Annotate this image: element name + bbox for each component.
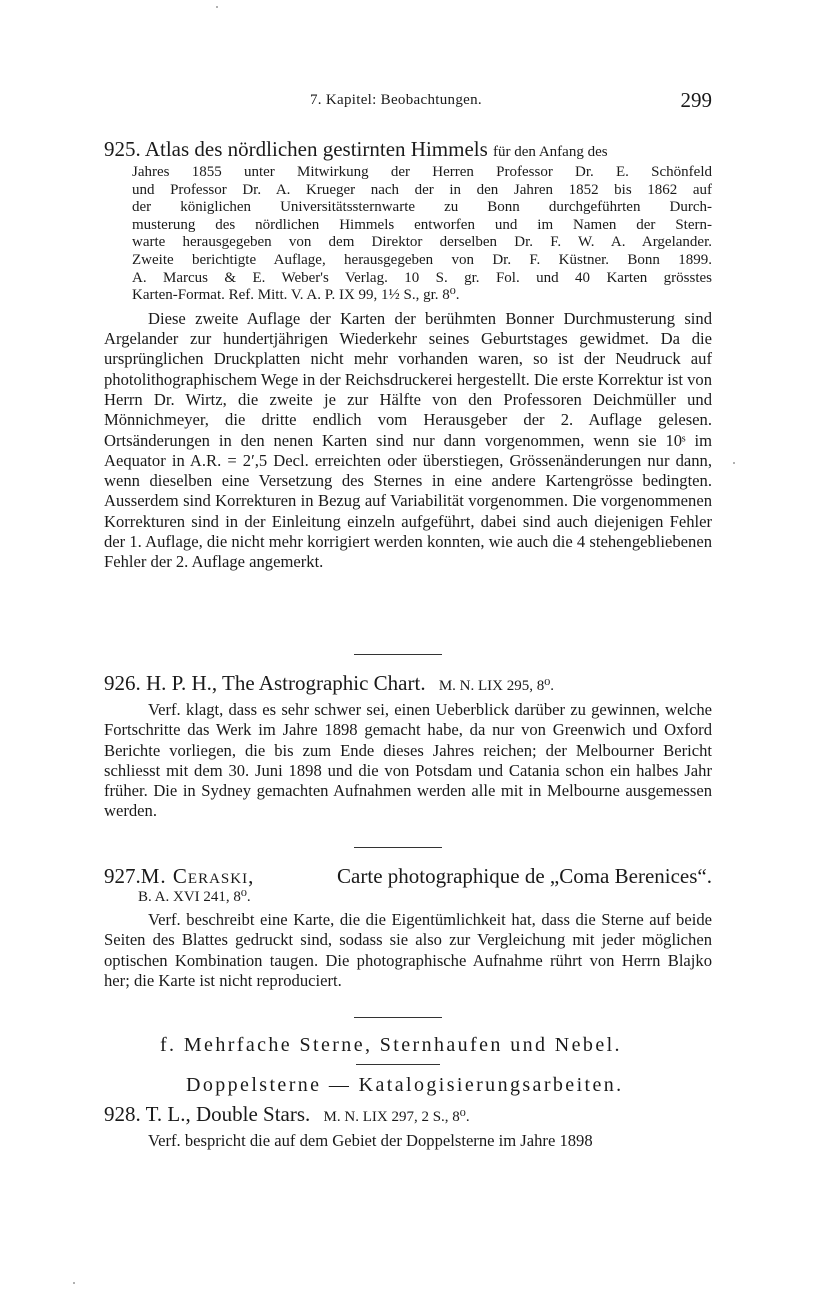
entry-author: M. Ceraski,	[140, 864, 255, 888]
subsection-heading: Doppelsterne — Katalogisierungsarbeiten.	[186, 1074, 624, 1096]
entry-928-heading	[104, 1102, 712, 1129]
entry-925	[104, 137, 712, 573]
meta-line: warte herausgegeben von dem Direktor derselben Dr. F. W. A. Argelander.	[132, 234, 712, 251]
meta-line: Zweite berichtigte Auflage, herausgegeben von Dr. F. Küstner. Bonn 1899.	[132, 251, 712, 268]
running-header	[104, 88, 712, 116]
entry-number: 928.	[104, 1102, 141, 1126]
entry-reference: M. N. LIX 295, 8⁰.	[438, 678, 555, 694]
separator-rule	[354, 654, 442, 655]
meta-line: musterung des nördlichen Himmels entworfen und im Namen der Stern-	[132, 216, 712, 233]
entry-reference: M. N. LIX 297, 2 S., 8⁰.	[323, 1109, 470, 1125]
body-text: Verf. bespricht die auf dem Gebiet der Doppelsterne im Jahre 1898	[148, 1131, 593, 1150]
section-heading: f. Mehrfache Sterne, Sternhaufen und Nebel.	[160, 1034, 622, 1056]
scan-speck	[733, 462, 735, 464]
scan-speck	[216, 6, 218, 8]
meta-line: Jahres 1855 unter Mitwirkung der Herren Professor Dr. E. Schönfeld	[132, 164, 712, 180]
entry-927	[104, 864, 712, 991]
entry-927-heading	[104, 864, 712, 888]
entry-title: T. L., Double Stars.	[145, 1102, 311, 1126]
entry-title-cont: für den Anfang des	[493, 144, 608, 160]
page-number: 299	[680, 88, 712, 112]
entry-reference: B. A. XVI 241, 8⁰.	[138, 889, 251, 905]
separator-rule	[354, 847, 442, 848]
entry-925-heading	[104, 137, 712, 164]
running-title: 7. Kapitel: Beobachtungen.	[310, 92, 482, 108]
entry-928-body	[104, 1131, 712, 1151]
entry-number: 925.	[104, 137, 141, 161]
entry-number: 927.	[104, 864, 141, 888]
entry-title: Carte photographique de „Coma Berenices“.	[337, 864, 712, 888]
entry-number: 926.	[104, 671, 141, 695]
entry-925-body	[104, 309, 712, 573]
meta-line: und Professor Dr. A. Krueger nach der in den Jahren 1852 bis 1862 auf	[132, 181, 712, 198]
body-text: Diese zweite Auflage der Karten der berühmten Bonner Durchmusterung sind Argelander zur hundertjährigen Wiederkehr seines Geburtstages gewidmet. Da die ursprünglichen Druckplatten nicht mehr vorhanden waren, so ist der Neudruck auf photolithographischem Wege in der Reichsdruckerei hergestellt. Die erste Korrektur ist von Herrn Dr. Wirtz, die zweite je zur Hälfte von den Professoren Deichmüller und Mönnichmeyer, die dritte endlich vom Herausgeber der 2. Auflage gelesen. Ortsänderungen in den nenen Karten sind nur dann vorgenommen, wenn sie 10ˢ im Aequator in A.R. = 2′,5 Decl. erreichten oder überstiegen, Grössenänderungen nur dann, wenn dieselben eine Versetzung des Sternes in eine andere Kartengrösse bedingten. Ausserdem sind Korrekturen in Bezug auf Variabilität vorgenommen. Die vorgenommenen Korrekturen sind in der Einleitung einzeln aufgeführt, dabei sind auch diejenigen Fehler der 1. Auflage, die nicht mehr korrigiert werden konnten, wie auch die 4 stehengebliebenen Fehler der 2. Auflage angemerkt.	[104, 308, 712, 572]
body-text: Verf. beschreibt eine Karte, die die Eigentümlichkeit hat, dass die Sterne auf beide Seiten des Blattes gedruckt sind, sodass sie also zur Vergleichung mit jeder möglichen optischen Kombination taugen. Die photographische Aufnahme rührt von Herrn Blajko her; die Karte ist nicht reproduciert.	[104, 910, 712, 990]
separator-rule	[356, 1064, 440, 1065]
meta-line: der königlichen Universitätssternwarte zu Bonn durchgeführten Durch-	[132, 199, 712, 216]
body-text: Verf. klagt, dass es sehr schwer sei, einen Ueberblick darüber zu gewinnen, welche Fortschritte das Werk im Jahre 1898 gemacht habe, da nur von Greenwich und Oxford Berichte vorliegen, die bis zum Ende dieses Jahres reichen; der Melbourner Bericht schliesst mit dem 30. Juni 1898 und die von Potsdam und Catania schon ein halbes Jahr früher. Die in Sydney gemachten Aufnahmen werden alle mit in Melbourne ausgemessen werden.	[104, 700, 712, 821]
scan-speck	[73, 1282, 75, 1284]
entry-title: Atlas des nördlichen gestirnten Himmels	[144, 137, 488, 161]
entry-926	[104, 671, 712, 822]
entry-927-body	[104, 910, 712, 991]
entry-926-heading	[104, 671, 712, 698]
meta-line: A. Marcus & E. Weber's Verlag. 10 S. gr. Fol. und 40 Karten grösstes	[132, 269, 712, 286]
entry-title: H. P. H., The Astrographic Chart.	[146, 671, 426, 695]
meta-line: Karten-Format. Ref. Mitt. V. A. P. IX 99, 1½ S., gr. 8⁰.	[132, 287, 460, 304]
entry-928	[104, 1102, 712, 1151]
entry-926-body	[104, 700, 712, 822]
entry-925-meta	[104, 164, 712, 305]
separator-rule	[354, 1017, 442, 1018]
